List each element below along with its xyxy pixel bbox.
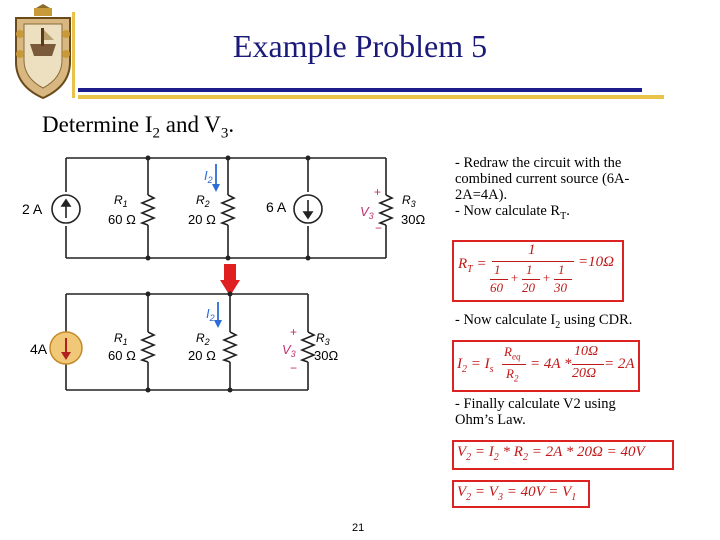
title-rule-blue [78,88,642,92]
equation-box-rt: $R_T$ = 1 1 60 + 1 20 + 1 30 =10Ω [452,240,624,302]
problem-prompt: Determine $I_2$ and $V_3$. [42,112,235,142]
vertical-accent-rule [72,12,75,98]
svg-text:R2: $R_2$ [196,193,210,209]
svg-text:V3: $V_3$ [360,204,374,221]
svg-text:R2: $R_2$ [196,331,210,347]
source-label-2a: 2 A [22,201,43,217]
svg-text:20 Ω: 20 Ω [188,348,216,363]
svg-text:V3: $V_3$ [282,342,296,359]
note-redraw: - Redraw the circuit with the combined current source (6A-2A=4A). - Now calculate $R_T$. [455,155,630,222]
svg-text:R3: $R_3$ [402,193,416,209]
equation-box-v2-parallel: $V_2 = V_3 = 40V = V_1$ [452,480,590,508]
title-rule-gold [78,95,664,99]
svg-text:+: + [374,185,382,199]
svg-text:R1: $R_1$ [114,331,128,347]
svg-text:60 Ω: 60 Ω [108,348,136,363]
svg-text:−: − [290,361,298,375]
r1-value: 60 Ω [108,212,136,227]
svg-text:−: − [375,221,383,235]
equation-box-i2: $I_2 = I_s$ $R_{eq}$ $R_2$ = 4A * 10Ω 20Ω = 2A [452,340,640,392]
note-cdr: - Now calculate $I_2$ using CDR. [455,312,633,331]
svg-text:I2: $I_2$ [206,306,215,323]
academy-crest [6,4,80,104]
svg-text:R3: $R_3$ [316,331,330,347]
page-number: 21 [352,522,365,534]
source-label-4a: 4A [30,341,48,357]
circuit-diagram-combined [18,290,418,400]
svg-text:+: + [290,325,298,339]
r2-value: 20 Ω [188,212,216,227]
r3-value: 30Ω [401,212,426,227]
svg-text:I2: $I_2$ [204,168,213,185]
svg-text:R1: $R_1$ [114,193,128,209]
source-label-6a: 6 A [266,199,287,215]
circuit-diagram-original [18,150,448,265]
note-ohms-law: - Finally calculate V2 using Ohm’s Law. [455,396,616,428]
svg-text:30Ω: 30Ω [314,348,339,363]
equation-box-v2-ohms: $V_2 = I_2 * R_2 = 2A * 20\Omega = 40V$ [452,440,674,470]
slide-title: Example Problem 5 [232,28,488,64]
